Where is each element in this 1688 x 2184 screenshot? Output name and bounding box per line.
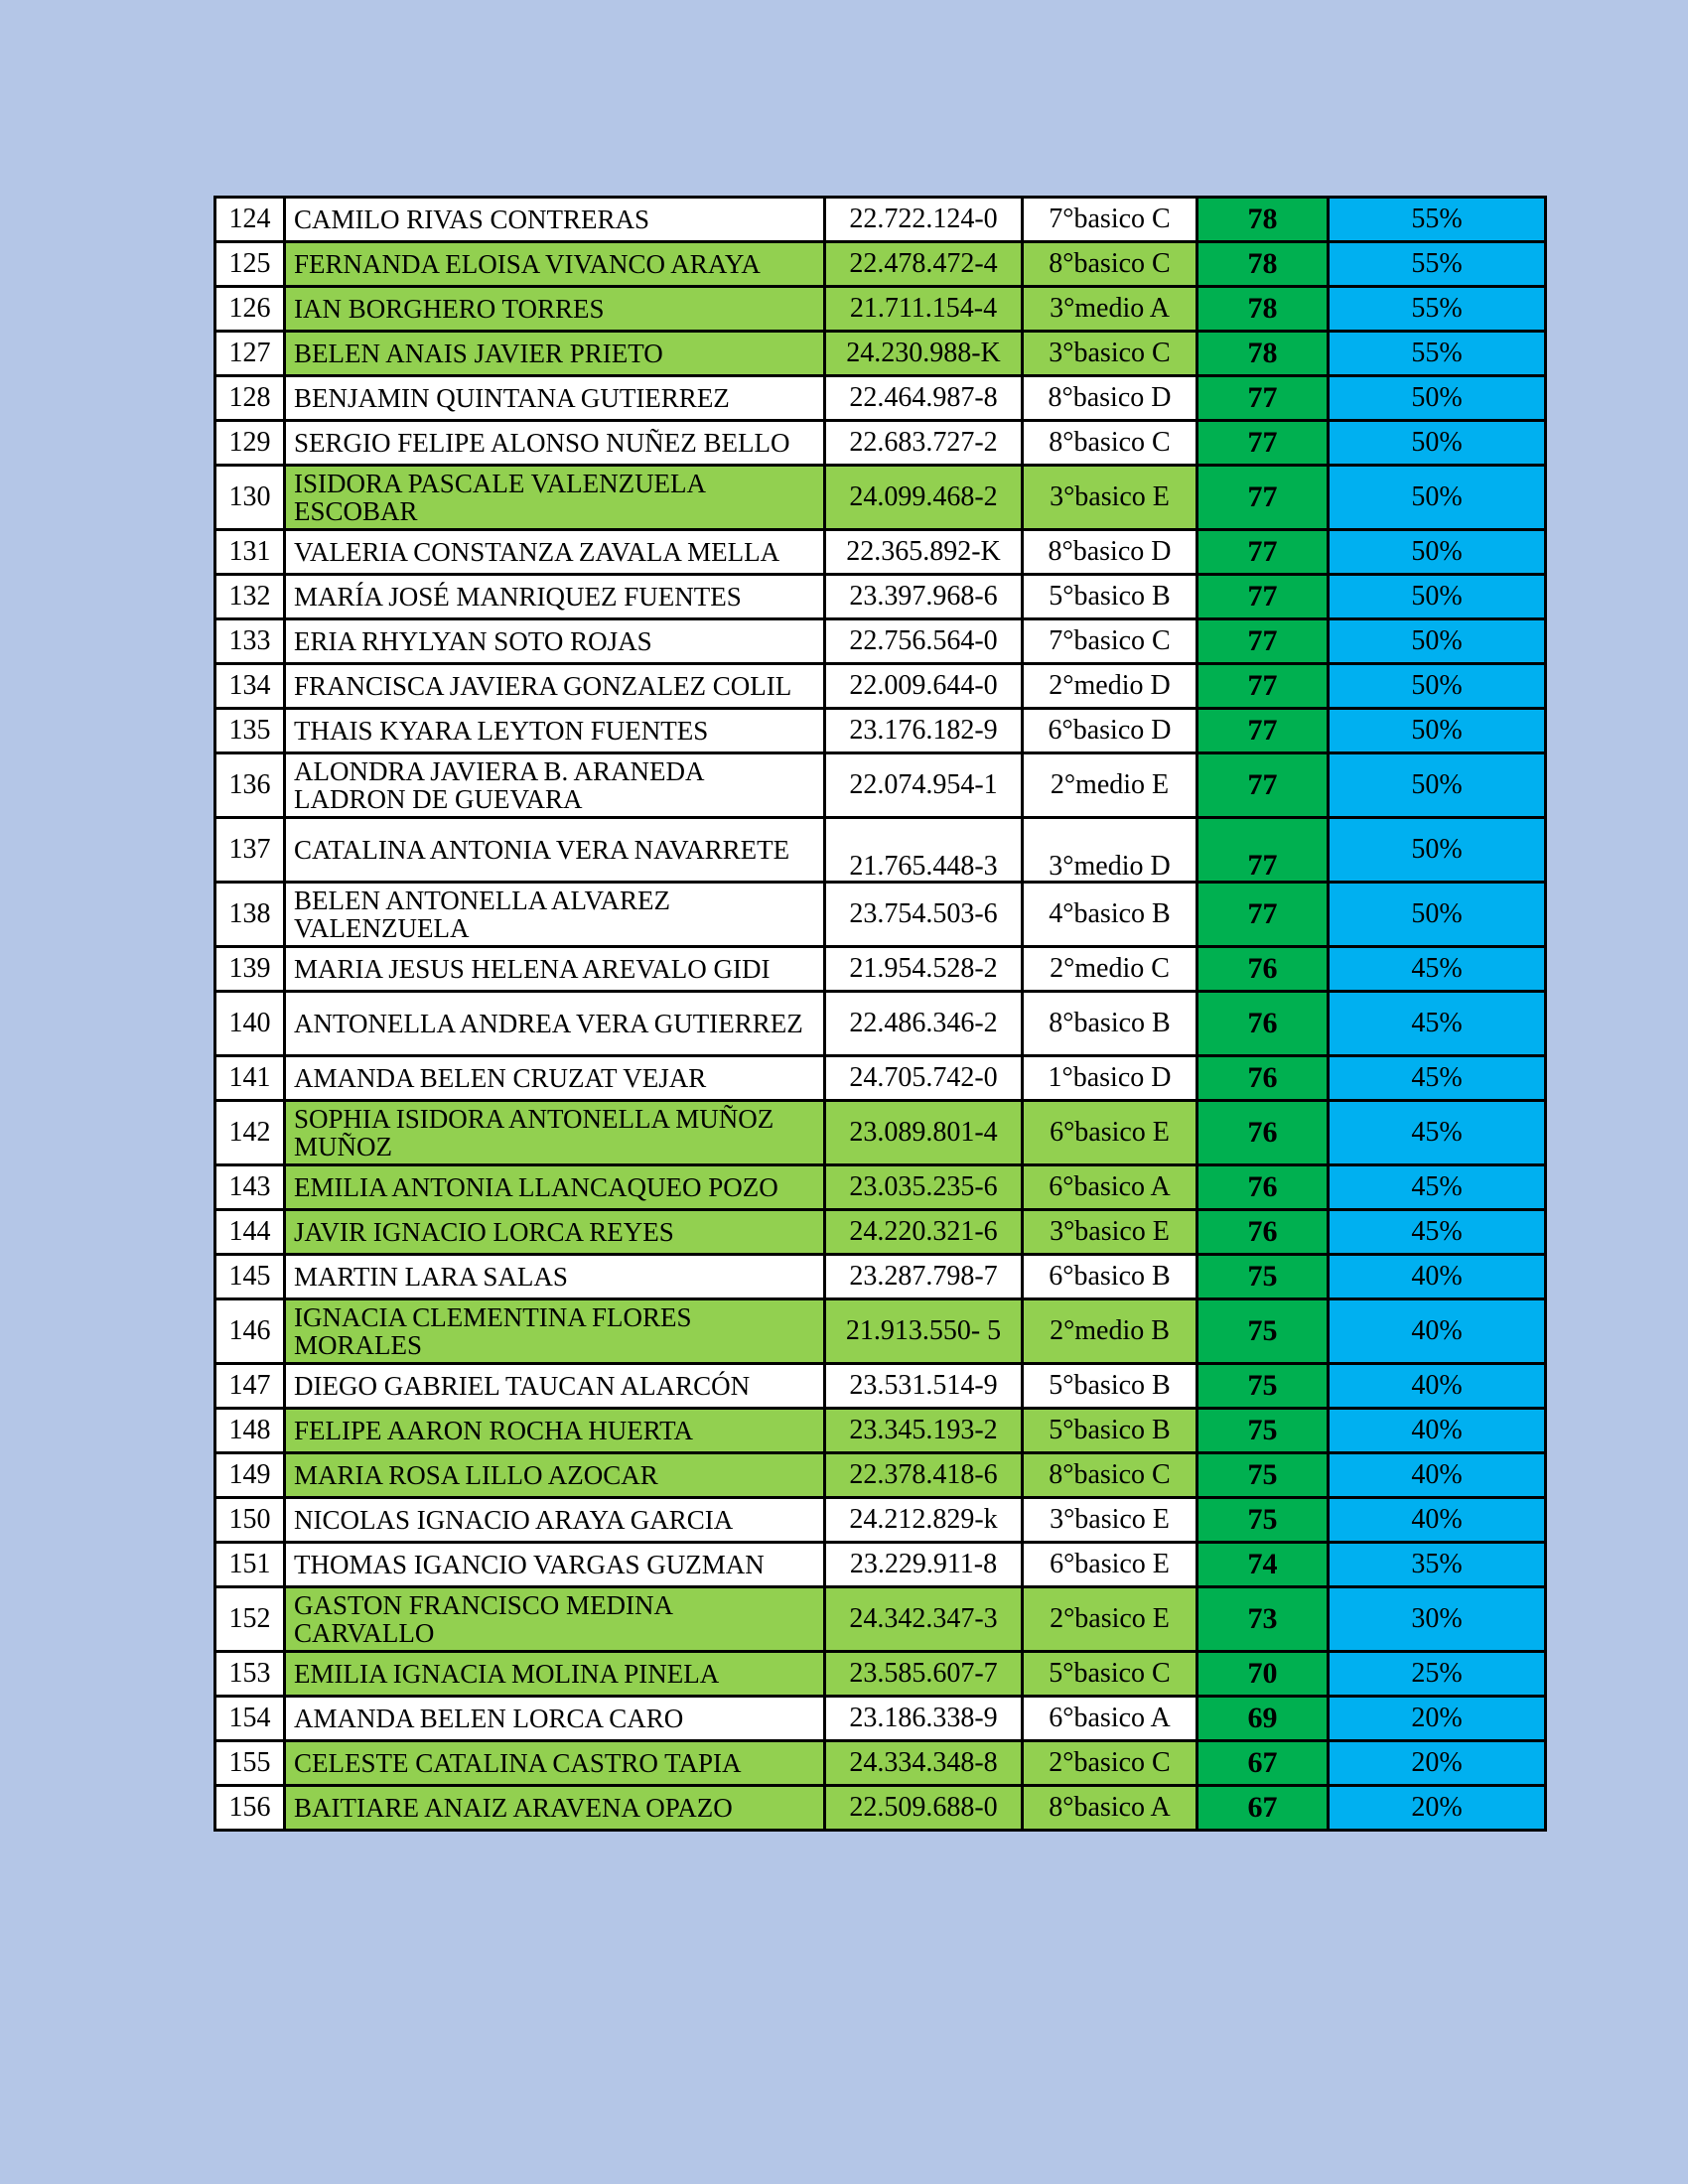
table-row bbox=[215, 376, 1546, 421]
percentage-cell: 45% bbox=[1329, 947, 1546, 992]
score-cell: 69 bbox=[1197, 1697, 1329, 1741]
percentage-cell: 20% bbox=[1329, 1786, 1546, 1831]
percentage-cell: 45% bbox=[1329, 992, 1546, 1056]
table-row bbox=[215, 1697, 1546, 1741]
score-cell: 78 bbox=[1197, 332, 1329, 376]
student-name-cell: MARÍA JOSÉ MANRIQUEZ FUENTES bbox=[285, 575, 825, 619]
rut-cell: 22.509.688-0 bbox=[825, 1786, 1023, 1831]
rut-cell: 22.478.472-4 bbox=[825, 242, 1023, 287]
row-number-cell: 140 bbox=[215, 992, 285, 1056]
row-number-cell: 151 bbox=[215, 1543, 285, 1587]
percentage-cell: 40% bbox=[1329, 1409, 1546, 1453]
row-number-cell: 156 bbox=[215, 1786, 285, 1831]
table-row bbox=[215, 753, 1546, 818]
rut-cell: 21.711.154-4 bbox=[825, 287, 1023, 332]
row-number-cell: 144 bbox=[215, 1210, 285, 1255]
score-cell: 76 bbox=[1197, 1165, 1329, 1210]
percentage-cell: 35% bbox=[1329, 1543, 1546, 1587]
percentage-cell: 45% bbox=[1329, 1101, 1546, 1165]
percentage-cell: 55% bbox=[1329, 332, 1546, 376]
percentage-cell: 50% bbox=[1329, 664, 1546, 709]
table-row bbox=[215, 1056, 1546, 1101]
table-row bbox=[215, 1453, 1546, 1498]
student-name-cell: BENJAMIN QUINTANA GUTIERREZ bbox=[285, 376, 825, 421]
percentage-cell: 55% bbox=[1329, 287, 1546, 332]
student-name-cell: BAITIARE ANAIZ ARAVENA OPAZO bbox=[285, 1786, 825, 1831]
rut-cell: 22.074.954-1 bbox=[825, 753, 1023, 818]
rut-cell: 24.099.468-2 bbox=[825, 466, 1023, 530]
row-number-cell: 147 bbox=[215, 1364, 285, 1409]
rut-cell: 22.722.124-0 bbox=[825, 198, 1023, 242]
row-number-cell: 139 bbox=[215, 947, 285, 992]
rut-cell: 23.531.514-9 bbox=[825, 1364, 1023, 1409]
score-cell: 77 bbox=[1197, 530, 1329, 575]
score-cell: 76 bbox=[1197, 1101, 1329, 1165]
score-cell: 67 bbox=[1197, 1786, 1329, 1831]
table-row bbox=[215, 818, 1546, 883]
student-name-cell: ALONDRA JAVIERA B. ARANEDA LADRON DE GUEVARA bbox=[285, 753, 825, 818]
course-cell: 3°basico C bbox=[1023, 332, 1197, 376]
percentage-cell: 50% bbox=[1329, 530, 1546, 575]
student-name-cell: BELEN ANAIS JAVIER PRIETO bbox=[285, 332, 825, 376]
percentage-cell: 50% bbox=[1329, 575, 1546, 619]
student-name-cell: IAN BORGHERO TORRES bbox=[285, 287, 825, 332]
rut-cell: 23.229.911-8 bbox=[825, 1543, 1023, 1587]
row-number-cell: 127 bbox=[215, 332, 285, 376]
score-cell: 73 bbox=[1197, 1587, 1329, 1652]
course-cell: 7°basico C bbox=[1023, 619, 1197, 664]
table-row bbox=[215, 947, 1546, 992]
score-cell: 77 bbox=[1197, 575, 1329, 619]
row-number-cell: 136 bbox=[215, 753, 285, 818]
rut-cell: 23.089.801-4 bbox=[825, 1101, 1023, 1165]
table-row bbox=[215, 1409, 1546, 1453]
score-cell: 75 bbox=[1197, 1498, 1329, 1543]
student-name-cell: MARIA JESUS HELENA AREVALO GIDI bbox=[285, 947, 825, 992]
rut-cell: 23.287.798-7 bbox=[825, 1255, 1023, 1299]
student-name-cell: FRANCISCA JAVIERA GONZALEZ COLIL bbox=[285, 664, 825, 709]
score-cell: 76 bbox=[1197, 947, 1329, 992]
rut-cell: 23.176.182-9 bbox=[825, 709, 1023, 753]
student-name-cell: MARTIN LARA SALAS bbox=[285, 1255, 825, 1299]
student-name-cell: CATALINA ANTONIA VERA NAVARRETE bbox=[285, 818, 825, 883]
student-name-cell: IGNACIA CLEMENTINA FLORES MORALES bbox=[285, 1299, 825, 1364]
course-cell: 7°basico C bbox=[1023, 198, 1197, 242]
rut-cell: 21.765.448-3 bbox=[825, 818, 1023, 883]
percentage-cell: 50% bbox=[1329, 619, 1546, 664]
percentage-cell: 50% bbox=[1329, 466, 1546, 530]
table-row bbox=[215, 1210, 1546, 1255]
score-cell: 75 bbox=[1197, 1453, 1329, 1498]
student-name-cell: VALERIA CONSTANZA ZAVALA MELLA bbox=[285, 530, 825, 575]
rut-cell: 21.954.528-2 bbox=[825, 947, 1023, 992]
rut-cell: 23.035.235-6 bbox=[825, 1165, 1023, 1210]
course-cell: 8°basico B bbox=[1023, 992, 1197, 1056]
table-row bbox=[215, 883, 1546, 947]
course-cell: 8°basico C bbox=[1023, 242, 1197, 287]
rut-cell: 23.186.338-9 bbox=[825, 1697, 1023, 1741]
row-number-cell: 131 bbox=[215, 530, 285, 575]
course-cell: 2°basico C bbox=[1023, 1741, 1197, 1786]
percentage-cell: 50% bbox=[1329, 709, 1546, 753]
row-number-cell: 155 bbox=[215, 1741, 285, 1786]
rut-cell: 22.378.418-6 bbox=[825, 1453, 1023, 1498]
course-cell: 6°basico E bbox=[1023, 1101, 1197, 1165]
course-cell: 5°basico B bbox=[1023, 1364, 1197, 1409]
percentage-cell: 30% bbox=[1329, 1587, 1546, 1652]
percentage-cell: 45% bbox=[1329, 1210, 1546, 1255]
row-number-cell: 152 bbox=[215, 1587, 285, 1652]
percentage-cell: 55% bbox=[1329, 242, 1546, 287]
course-cell: 8°basico D bbox=[1023, 530, 1197, 575]
percentage-cell: 55% bbox=[1329, 198, 1546, 242]
student-name-cell: GASTON FRANCISCO MEDINA CARVALLO bbox=[285, 1587, 825, 1652]
course-cell: 6°basico A bbox=[1023, 1697, 1197, 1741]
rut-cell: 24.212.829-k bbox=[825, 1498, 1023, 1543]
score-cell: 75 bbox=[1197, 1255, 1329, 1299]
row-number-cell: 143 bbox=[215, 1165, 285, 1210]
rut-cell: 22.683.727-2 bbox=[825, 421, 1023, 466]
course-cell: 3°basico E bbox=[1023, 1498, 1197, 1543]
course-cell: 5°basico B bbox=[1023, 575, 1197, 619]
score-cell: 78 bbox=[1197, 198, 1329, 242]
row-number-cell: 138 bbox=[215, 883, 285, 947]
row-number-cell: 149 bbox=[215, 1453, 285, 1498]
score-cell: 75 bbox=[1197, 1299, 1329, 1364]
results-table-body bbox=[215, 198, 1546, 1831]
score-cell: 77 bbox=[1197, 709, 1329, 753]
score-cell: 67 bbox=[1197, 1741, 1329, 1786]
percentage-cell: 20% bbox=[1329, 1697, 1546, 1741]
student-name-cell: MARIA ROSA LILLO AZOCAR bbox=[285, 1453, 825, 1498]
score-cell: 77 bbox=[1197, 466, 1329, 530]
course-cell: 1°basico D bbox=[1023, 1056, 1197, 1101]
row-number-cell: 132 bbox=[215, 575, 285, 619]
rut-cell: 24.220.321-6 bbox=[825, 1210, 1023, 1255]
score-cell: 77 bbox=[1197, 421, 1329, 466]
course-cell: 2°medio B bbox=[1023, 1299, 1197, 1364]
table-row bbox=[215, 575, 1546, 619]
percentage-cell: 40% bbox=[1329, 1299, 1546, 1364]
table-row bbox=[215, 242, 1546, 287]
rut-cell: 22.009.644-0 bbox=[825, 664, 1023, 709]
table-row bbox=[215, 1543, 1546, 1587]
course-cell: 6°basico E bbox=[1023, 1543, 1197, 1587]
score-cell: 75 bbox=[1197, 1409, 1329, 1453]
rut-cell: 24.230.988-K bbox=[825, 332, 1023, 376]
row-number-cell: 154 bbox=[215, 1697, 285, 1741]
student-name-cell: THOMAS IGANCIO VARGAS GUZMAN bbox=[285, 1543, 825, 1587]
student-name-cell: EMILIA ANTONIA LLANCAQUEO POZO bbox=[285, 1165, 825, 1210]
row-number-cell: 137 bbox=[215, 818, 285, 883]
rut-cell: 21.913.550- 5 bbox=[825, 1299, 1023, 1364]
table-row bbox=[215, 709, 1546, 753]
score-cell: 78 bbox=[1197, 287, 1329, 332]
row-number-cell: 134 bbox=[215, 664, 285, 709]
percentage-cell: 40% bbox=[1329, 1498, 1546, 1543]
row-number-cell: 150 bbox=[215, 1498, 285, 1543]
course-cell: 2°basico E bbox=[1023, 1587, 1197, 1652]
score-cell: 77 bbox=[1197, 376, 1329, 421]
student-name-cell: BELEN ANTONELLA ALVAREZ VALENZUELA bbox=[285, 883, 825, 947]
score-cell: 77 bbox=[1197, 818, 1329, 883]
row-number-cell: 153 bbox=[215, 1652, 285, 1697]
course-cell: 2°medio C bbox=[1023, 947, 1197, 992]
row-number-cell: 129 bbox=[215, 421, 285, 466]
rut-cell: 22.756.564-0 bbox=[825, 619, 1023, 664]
student-name-cell: JAVIR IGNACIO LORCA REYES bbox=[285, 1210, 825, 1255]
percentage-cell: 40% bbox=[1329, 1453, 1546, 1498]
student-name-cell: FELIPE AARON ROCHA HUERTA bbox=[285, 1409, 825, 1453]
row-number-cell: 148 bbox=[215, 1409, 285, 1453]
student-results-table bbox=[213, 196, 1547, 1832]
course-cell: 8°basico C bbox=[1023, 1453, 1197, 1498]
course-cell: 5°basico C bbox=[1023, 1652, 1197, 1697]
percentage-cell: 50% bbox=[1329, 376, 1546, 421]
table-row bbox=[215, 619, 1546, 664]
row-number-cell: 126 bbox=[215, 287, 285, 332]
percentage-cell: 45% bbox=[1329, 1165, 1546, 1210]
row-number-cell: 124 bbox=[215, 198, 285, 242]
rut-cell: 24.705.742-0 bbox=[825, 1056, 1023, 1101]
row-number-cell: 133 bbox=[215, 619, 285, 664]
percentage-cell: 50% bbox=[1329, 818, 1546, 883]
percentage-cell: 50% bbox=[1329, 883, 1546, 947]
row-number-cell: 146 bbox=[215, 1299, 285, 1364]
rut-cell: 23.754.503-6 bbox=[825, 883, 1023, 947]
percentage-cell: 45% bbox=[1329, 1056, 1546, 1101]
table-row bbox=[215, 1652, 1546, 1697]
course-cell: 4°basico B bbox=[1023, 883, 1197, 947]
score-cell: 77 bbox=[1197, 664, 1329, 709]
course-cell: 8°basico D bbox=[1023, 376, 1197, 421]
table-row bbox=[215, 1786, 1546, 1831]
score-cell: 70 bbox=[1197, 1652, 1329, 1697]
rut-cell: 23.397.968-6 bbox=[825, 575, 1023, 619]
student-name-cell: SOPHIA ISIDORA ANTONELLA MUÑOZ MUÑOZ bbox=[285, 1101, 825, 1165]
percentage-cell: 40% bbox=[1329, 1364, 1546, 1409]
rut-cell: 23.345.193-2 bbox=[825, 1409, 1023, 1453]
table-row bbox=[215, 1498, 1546, 1543]
course-cell: 3°medio A bbox=[1023, 287, 1197, 332]
table-row bbox=[215, 1587, 1546, 1652]
student-name-cell: THAIS KYARA LEYTON FUENTES bbox=[285, 709, 825, 753]
student-name-cell: FERNANDA ELOISA VIVANCO ARAYA bbox=[285, 242, 825, 287]
student-name-cell: AMANDA BELEN LORCA CARO bbox=[285, 1697, 825, 1741]
percentage-cell: 25% bbox=[1329, 1652, 1546, 1697]
table-row bbox=[215, 287, 1546, 332]
student-name-cell: ERIA RHYLYAN SOTO ROJAS bbox=[285, 619, 825, 664]
row-number-cell: 145 bbox=[215, 1255, 285, 1299]
student-name-cell: CAMILO RIVAS CONTRERAS bbox=[285, 198, 825, 242]
course-cell: 2°medio E bbox=[1023, 753, 1197, 818]
table-row bbox=[215, 332, 1546, 376]
student-name-cell: CELESTE CATALINA CASTRO TAPIA bbox=[285, 1741, 825, 1786]
table-row bbox=[215, 530, 1546, 575]
row-number-cell: 125 bbox=[215, 242, 285, 287]
row-number-cell: 141 bbox=[215, 1056, 285, 1101]
score-cell: 76 bbox=[1197, 1210, 1329, 1255]
score-cell: 77 bbox=[1197, 753, 1329, 818]
table-row bbox=[215, 421, 1546, 466]
table-row bbox=[215, 1101, 1546, 1165]
percentage-cell: 50% bbox=[1329, 421, 1546, 466]
student-name-cell: NICOLAS IGNACIO ARAYA GARCIA bbox=[285, 1498, 825, 1543]
percentage-cell: 40% bbox=[1329, 1255, 1546, 1299]
student-name-cell: ANTONELLA ANDREA VERA GUTIERREZ bbox=[285, 992, 825, 1056]
course-cell: 8°basico C bbox=[1023, 421, 1197, 466]
student-name-cell: AMANDA BELEN CRUZAT VEJAR bbox=[285, 1056, 825, 1101]
course-cell: 6°basico A bbox=[1023, 1165, 1197, 1210]
course-cell: 6°basico B bbox=[1023, 1255, 1197, 1299]
row-number-cell: 142 bbox=[215, 1101, 285, 1165]
course-cell: 8°basico A bbox=[1023, 1786, 1197, 1831]
course-cell: 6°basico D bbox=[1023, 709, 1197, 753]
rut-cell: 22.464.987-8 bbox=[825, 376, 1023, 421]
percentage-cell: 50% bbox=[1329, 753, 1546, 818]
rut-cell: 24.342.347-3 bbox=[825, 1587, 1023, 1652]
course-cell: 3°medio D bbox=[1023, 818, 1197, 883]
score-cell: 76 bbox=[1197, 992, 1329, 1056]
student-name-cell: EMILIA IGNACIA MOLINA PINELA bbox=[285, 1652, 825, 1697]
score-cell: 76 bbox=[1197, 1056, 1329, 1101]
table-row bbox=[215, 1165, 1546, 1210]
course-cell: 3°basico E bbox=[1023, 466, 1197, 530]
table-row bbox=[215, 198, 1546, 242]
percentage-cell: 20% bbox=[1329, 1741, 1546, 1786]
score-cell: 77 bbox=[1197, 619, 1329, 664]
student-name-cell: DIEGO GABRIEL TAUCAN ALARCÓN bbox=[285, 1364, 825, 1409]
rut-cell: 22.365.892-K bbox=[825, 530, 1023, 575]
score-cell: 75 bbox=[1197, 1364, 1329, 1409]
rut-cell: 23.585.607-7 bbox=[825, 1652, 1023, 1697]
score-cell: 78 bbox=[1197, 242, 1329, 287]
table-row bbox=[215, 1741, 1546, 1786]
table-row bbox=[215, 664, 1546, 709]
course-cell: 3°basico E bbox=[1023, 1210, 1197, 1255]
student-name-cell: SERGIO FELIPE ALONSO NUÑEZ BELLO bbox=[285, 421, 825, 466]
student-name-cell: ISIDORA PASCALE VALENZUELA ESCOBAR bbox=[285, 466, 825, 530]
rut-cell: 22.486.346-2 bbox=[825, 992, 1023, 1056]
table-row bbox=[215, 992, 1546, 1056]
row-number-cell: 128 bbox=[215, 376, 285, 421]
row-number-cell: 130 bbox=[215, 466, 285, 530]
course-cell: 2°medio D bbox=[1023, 664, 1197, 709]
rut-cell: 24.334.348-8 bbox=[825, 1741, 1023, 1786]
row-number-cell: 135 bbox=[215, 709, 285, 753]
course-cell: 5°basico B bbox=[1023, 1409, 1197, 1453]
score-cell: 74 bbox=[1197, 1543, 1329, 1587]
score-cell: 77 bbox=[1197, 883, 1329, 947]
table-row bbox=[215, 1255, 1546, 1299]
table-row bbox=[215, 1364, 1546, 1409]
table-row bbox=[215, 1299, 1546, 1364]
table-row bbox=[215, 466, 1546, 530]
